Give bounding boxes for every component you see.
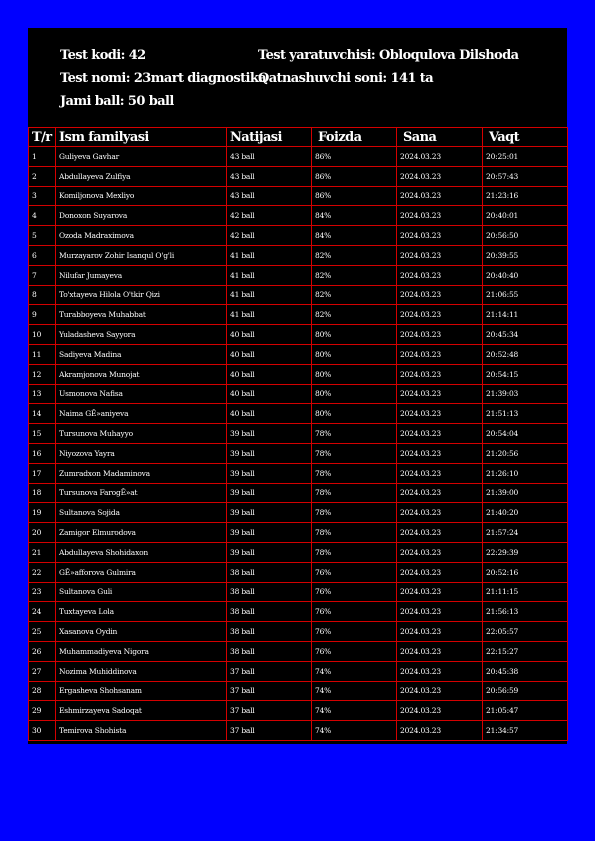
- result-date: 2024.03.23: [397, 721, 483, 741]
- result-score: 40 ball: [227, 325, 312, 345]
- row-index: 18: [29, 483, 56, 503]
- result-time: 21:56:13: [483, 602, 568, 622]
- row-index: 6: [29, 245, 56, 265]
- result-score: 42 ball: [227, 206, 312, 226]
- student-name: Sultanova Sojida: [56, 503, 227, 523]
- result-percent: 76%: [312, 641, 397, 661]
- result-score: 40 ball: [227, 364, 312, 384]
- row-index: 3: [29, 186, 56, 206]
- result-date: 2024.03.23: [397, 226, 483, 246]
- result-score: 41 ball: [227, 265, 312, 285]
- row-index: 17: [29, 463, 56, 483]
- result-time: 21:57:24: [483, 523, 568, 543]
- table-row: [29, 245, 568, 265]
- result-percent: 78%: [312, 424, 397, 444]
- table-row: [29, 503, 568, 523]
- result-score: 39 ball: [227, 483, 312, 503]
- row-index: 5: [29, 226, 56, 246]
- result-time: 21:23:16: [483, 186, 568, 206]
- result-date: 2024.03.23: [397, 562, 483, 582]
- result-date: 2024.03.23: [397, 463, 483, 483]
- table-row: [29, 463, 568, 483]
- row-index: 27: [29, 661, 56, 681]
- result-percent: 80%: [312, 404, 397, 424]
- result-time: 21:39:03: [483, 384, 568, 404]
- student-name: Turabboyeva Muhabbat: [56, 305, 227, 325]
- student-name: Eshmirzayeva Sadoqat: [56, 701, 227, 721]
- student-name: Tuxtayeva Lola: [56, 602, 227, 622]
- result-score: 38 ball: [227, 562, 312, 582]
- result-date: 2024.03.23: [397, 582, 483, 602]
- result-percent: 78%: [312, 443, 397, 463]
- row-index: 22: [29, 562, 56, 582]
- column-header-index: T/r: [29, 128, 56, 147]
- row-index: 19: [29, 503, 56, 523]
- result-score: 38 ball: [227, 602, 312, 622]
- result-score: 43 ball: [227, 186, 312, 206]
- row-index: 1: [29, 147, 56, 167]
- result-percent: 78%: [312, 503, 397, 523]
- row-index: 20: [29, 523, 56, 543]
- result-date: 2024.03.23: [397, 206, 483, 226]
- student-name: Murzayarov Zohir Isanqul O'g'li: [56, 245, 227, 265]
- table-row: [29, 344, 568, 364]
- student-name: Ergasheva Shohsanam: [56, 681, 227, 701]
- student-name: Zamigor Elmurodova: [56, 523, 227, 543]
- result-percent: 84%: [312, 206, 397, 226]
- result-time: 21:20:56: [483, 443, 568, 463]
- result-date: 2024.03.23: [397, 542, 483, 562]
- result-date: 2024.03.23: [397, 523, 483, 543]
- test-info-header: [28, 28, 567, 127]
- result-time: 20:45:38: [483, 661, 568, 681]
- result-score: 41 ball: [227, 245, 312, 265]
- result-date: 2024.03.23: [397, 305, 483, 325]
- student-name: Muhammadiyeva Nigora: [56, 641, 227, 661]
- result-score: 37 ball: [227, 701, 312, 721]
- result-time: 22:15:27: [483, 641, 568, 661]
- result-score: 40 ball: [227, 344, 312, 364]
- result-percent: 80%: [312, 364, 397, 384]
- result-score: 37 ball: [227, 661, 312, 681]
- result-percent: 86%: [312, 147, 397, 167]
- table-row: [29, 384, 568, 404]
- result-time: 21:14:11: [483, 305, 568, 325]
- table-row: [29, 147, 568, 167]
- result-date: 2024.03.23: [397, 661, 483, 681]
- student-name: Tursunova FarogÊ»at: [56, 483, 227, 503]
- table-row: [29, 325, 568, 345]
- results-sheet: [28, 28, 567, 744]
- result-score: 38 ball: [227, 641, 312, 661]
- table-row: [29, 622, 568, 642]
- result-date: 2024.03.23: [397, 384, 483, 404]
- table-row: [29, 186, 568, 206]
- result-percent: 84%: [312, 226, 397, 246]
- table-row: [29, 265, 568, 285]
- result-date: 2024.03.23: [397, 622, 483, 642]
- column-header-result: Natijasi: [227, 128, 312, 147]
- table-header-row: [29, 128, 568, 147]
- student-name: Usmonova Nafisa: [56, 384, 227, 404]
- result-score: 41 ball: [227, 305, 312, 325]
- result-score: 39 ball: [227, 542, 312, 562]
- result-time: 20:39:55: [483, 245, 568, 265]
- result-date: 2024.03.23: [397, 681, 483, 701]
- total-score: Jami ball: 50 ball: [60, 94, 174, 109]
- row-index: 7: [29, 265, 56, 285]
- student-name: Xasanova Oydin: [56, 622, 227, 642]
- result-time: 21:40:20: [483, 503, 568, 523]
- result-percent: 80%: [312, 325, 397, 345]
- table-row: [29, 721, 568, 741]
- student-name: Niyozova Yayra: [56, 443, 227, 463]
- column-header-name: Ism familyasi: [56, 128, 227, 147]
- table-row: [29, 226, 568, 246]
- table-row: [29, 424, 568, 444]
- row-index: 24: [29, 602, 56, 622]
- student-name: Sultanova Guli: [56, 582, 227, 602]
- result-score: 37 ball: [227, 681, 312, 701]
- result-date: 2024.03.23: [397, 602, 483, 622]
- result-date: 2024.03.23: [397, 443, 483, 463]
- student-name: Abdullayeva Shohidaxon: [56, 542, 227, 562]
- row-index: 10: [29, 325, 56, 345]
- row-index: 21: [29, 542, 56, 562]
- result-time: 22:05:57: [483, 622, 568, 642]
- table-row: [29, 404, 568, 424]
- test-creator: Test yaratuvchisi: Obloqulova Dilshoda: [258, 48, 519, 63]
- row-index: 2: [29, 166, 56, 186]
- row-index: 29: [29, 701, 56, 721]
- result-time: 22:29:39: [483, 542, 568, 562]
- result-time: 20:54:04: [483, 424, 568, 444]
- row-index: 28: [29, 681, 56, 701]
- result-time: 20:56:50: [483, 226, 568, 246]
- result-score: 43 ball: [227, 147, 312, 167]
- result-percent: 76%: [312, 582, 397, 602]
- result-score: 37 ball: [227, 721, 312, 741]
- table-row: [29, 602, 568, 622]
- column-header-percent: Foizda: [312, 128, 397, 147]
- column-header-time: Vaqt: [483, 128, 568, 147]
- table-row: [29, 641, 568, 661]
- result-date: 2024.03.23: [397, 245, 483, 265]
- result-percent: 76%: [312, 562, 397, 582]
- result-time: 21:06:55: [483, 285, 568, 305]
- result-time: 20:25:01: [483, 147, 568, 167]
- result-percent: 78%: [312, 483, 397, 503]
- result-time: 21:05:47: [483, 701, 568, 721]
- result-time: 20:57:43: [483, 166, 568, 186]
- result-score: 39 ball: [227, 443, 312, 463]
- result-percent: 80%: [312, 344, 397, 364]
- result-percent: 82%: [312, 265, 397, 285]
- result-time: 20:52:16: [483, 562, 568, 582]
- student-name: Sadiyeva Madina: [56, 344, 227, 364]
- result-time: 20:56:59: [483, 681, 568, 701]
- result-percent: 86%: [312, 166, 397, 186]
- result-percent: 74%: [312, 721, 397, 741]
- result-date: 2024.03.23: [397, 641, 483, 661]
- table-row: [29, 285, 568, 305]
- result-score: 42 ball: [227, 226, 312, 246]
- result-date: 2024.03.23: [397, 265, 483, 285]
- row-index: 14: [29, 404, 56, 424]
- row-index: 8: [29, 285, 56, 305]
- row-index: 12: [29, 364, 56, 384]
- row-index: 26: [29, 641, 56, 661]
- row-index: 4: [29, 206, 56, 226]
- result-score: 39 ball: [227, 463, 312, 483]
- test-code: Test kodi: 42: [60, 48, 146, 63]
- result-date: 2024.03.23: [397, 166, 483, 186]
- result-date: 2024.03.23: [397, 186, 483, 206]
- student-name: Akramjonova Munojat: [56, 364, 227, 384]
- result-score: 39 ball: [227, 503, 312, 523]
- result-date: 2024.03.23: [397, 325, 483, 345]
- result-percent: 74%: [312, 681, 397, 701]
- row-index: 23: [29, 582, 56, 602]
- result-score: 43 ball: [227, 166, 312, 186]
- result-percent: 82%: [312, 305, 397, 325]
- result-time: 20:52:48: [483, 344, 568, 364]
- result-date: 2024.03.23: [397, 344, 483, 364]
- test-name: Test nomi: 23mart diagnostika: [60, 71, 267, 86]
- result-percent: 76%: [312, 622, 397, 642]
- result-score: 38 ball: [227, 582, 312, 602]
- column-header-date: Sana: [397, 128, 483, 147]
- result-time: 21:39:00: [483, 483, 568, 503]
- result-time: 21:11:15: [483, 582, 568, 602]
- student-name: Naima GÊ»aniyeva: [56, 404, 227, 424]
- result-date: 2024.03.23: [397, 364, 483, 384]
- result-time: 21:34:57: [483, 721, 568, 741]
- student-name: Donoxon Suyarova: [56, 206, 227, 226]
- table-row: [29, 542, 568, 562]
- result-date: 2024.03.23: [397, 404, 483, 424]
- result-percent: 76%: [312, 602, 397, 622]
- table-row: [29, 701, 568, 721]
- table-row: [29, 166, 568, 186]
- row-index: 11: [29, 344, 56, 364]
- result-date: 2024.03.23: [397, 701, 483, 721]
- result-percent: 78%: [312, 523, 397, 543]
- student-name: Yuladasheva Sayyora: [56, 325, 227, 345]
- table-row: [29, 582, 568, 602]
- result-time: 20:40:40: [483, 265, 568, 285]
- student-name: Tursunova Muhayyo: [56, 424, 227, 444]
- result-time: 21:26:10: [483, 463, 568, 483]
- student-name: Nozima Muhiddinova: [56, 661, 227, 681]
- table-row: [29, 364, 568, 384]
- result-time: 20:54:15: [483, 364, 568, 384]
- result-score: 40 ball: [227, 404, 312, 424]
- result-percent: 78%: [312, 463, 397, 483]
- result-date: 2024.03.23: [397, 285, 483, 305]
- result-date: 2024.03.23: [397, 503, 483, 523]
- student-name: Komiljonova Mexliyo: [56, 186, 227, 206]
- row-index: 25: [29, 622, 56, 642]
- student-name: Temirova Shohista: [56, 721, 227, 741]
- result-time: 20:40:01: [483, 206, 568, 226]
- result-percent: 74%: [312, 701, 397, 721]
- row-index: 9: [29, 305, 56, 325]
- result-percent: 82%: [312, 285, 397, 305]
- student-name: Abdullayeva Zulfiya: [56, 166, 227, 186]
- row-index: 13: [29, 384, 56, 404]
- result-time: 20:45:34: [483, 325, 568, 345]
- row-index: 30: [29, 721, 56, 741]
- result-percent: 80%: [312, 384, 397, 404]
- row-index: 16: [29, 443, 56, 463]
- result-score: 39 ball: [227, 523, 312, 543]
- result-percent: 86%: [312, 186, 397, 206]
- student-name: Nilufar Jumayeva: [56, 265, 227, 285]
- student-name: Zumradxon Madaminova: [56, 463, 227, 483]
- table-row: [29, 681, 568, 701]
- student-name: Guliyeva Gavhar: [56, 147, 227, 167]
- table-row: [29, 483, 568, 503]
- table-row: [29, 661, 568, 681]
- table-row: [29, 562, 568, 582]
- table-row: [29, 523, 568, 543]
- result-date: 2024.03.23: [397, 424, 483, 444]
- table-row: [29, 305, 568, 325]
- result-score: 41 ball: [227, 285, 312, 305]
- table-row: [29, 443, 568, 463]
- result-score: 39 ball: [227, 424, 312, 444]
- result-date: 2024.03.23: [397, 483, 483, 503]
- result-score: 40 ball: [227, 384, 312, 404]
- result-percent: 74%: [312, 661, 397, 681]
- result-score: 38 ball: [227, 622, 312, 642]
- result-percent: 82%: [312, 245, 397, 265]
- participant-count: Qatnashuvchi soni: 141 ta: [258, 71, 434, 86]
- student-name: GÊ»afforova Gulmira: [56, 562, 227, 582]
- result-percent: 78%: [312, 542, 397, 562]
- results-table: [28, 127, 568, 741]
- result-time: 21:51:13: [483, 404, 568, 424]
- student-name: Ozoda Madraximova: [56, 226, 227, 246]
- result-date: 2024.03.23: [397, 147, 483, 167]
- student-name: To'xtayeva Hilola O'tkir Qizi: [56, 285, 227, 305]
- row-index: 15: [29, 424, 56, 444]
- table-row: [29, 206, 568, 226]
